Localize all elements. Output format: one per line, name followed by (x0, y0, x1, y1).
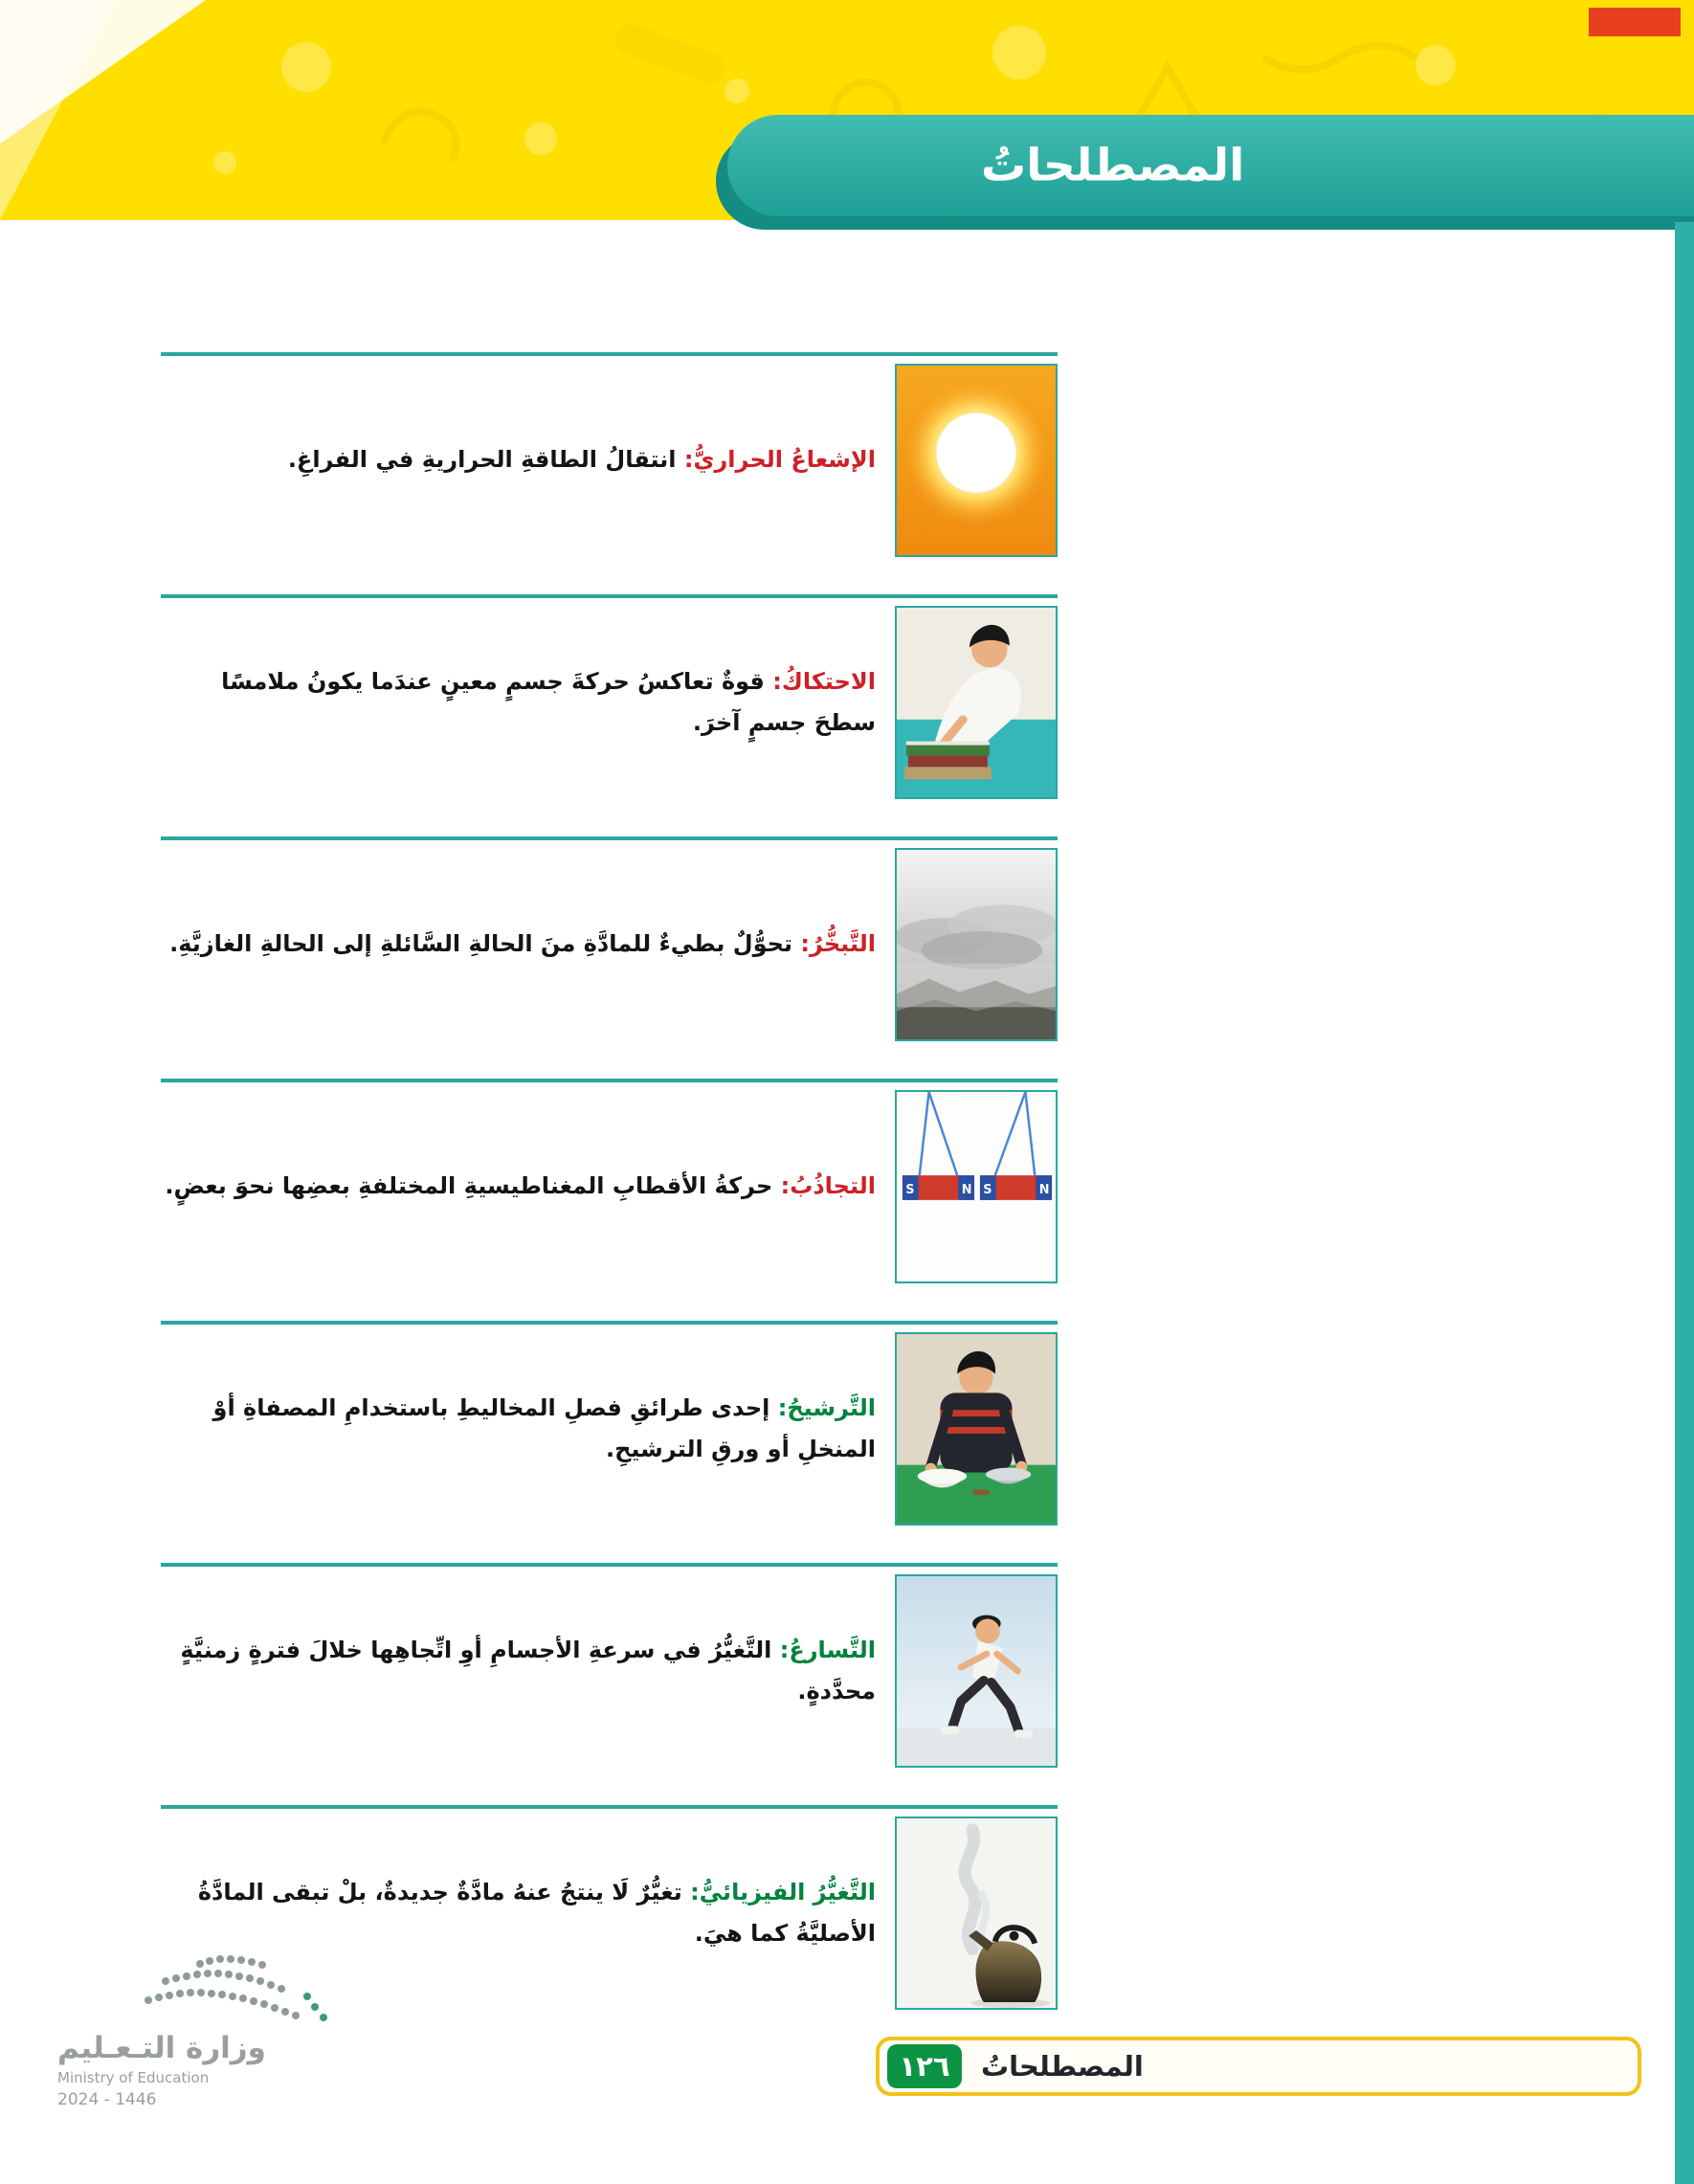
magnet-pole-label: N (961, 1182, 972, 1197)
page-number-badge (887, 2044, 962, 2088)
magnet-pole-label: S (983, 1182, 992, 1197)
glossary-entry (161, 594, 1058, 801)
term-label: التجاذُبُ: (780, 1172, 876, 1200)
term-label: التَّسارعُ: (779, 1636, 876, 1663)
page-number: ١٢٦ (899, 2050, 950, 2083)
term-definition: إحدى طرائقِ فصلِ المخاليطِ باستخدامِ المصفاةِ أوْ المنخلِ أو ورقِ الترشيحِ. (212, 1393, 876, 1462)
footer-section-label: المصطلحاتُ (981, 2050, 1144, 2083)
term-definition: تحوُّلٌ بطيءٌ للمادَّةِ منَ الحالةِ السَّائلةِ إلى الحالةِ الغازيَّةِ. (169, 930, 792, 958)
term-definition: حركةُ الأقطابِ المغناطيسيةِ المختلفةِ بعضِها نحوَ بعضٍ. (165, 1172, 773, 1200)
term-label: التَّرشيحُ: (777, 1393, 876, 1421)
entry-text (161, 1090, 876, 1283)
magnet-pole-label: N (1038, 1182, 1050, 1197)
acceleration-runner-image (895, 1574, 1058, 1768)
term-definition: انتقالُ الطاقةِ الحراريةِ في الفراغِ. (287, 446, 677, 474)
term-label: التَّبخُّرُ: (800, 930, 876, 958)
entry-text (161, 1574, 876, 1768)
ministry-name-english: Ministry of Education (57, 2069, 210, 2086)
friction-books-image (895, 606, 1058, 799)
glossary-entry (161, 1321, 1058, 1527)
magnet-pole-label: S (905, 1182, 915, 1197)
term-label: الإشعاعُ الحراريُّ: (683, 446, 876, 474)
corner-tab (1589, 8, 1681, 36)
ministry-years: 2024 - 1446 (57, 2090, 157, 2109)
page-edge-strip (1675, 222, 1694, 2184)
entry-text (161, 606, 876, 799)
term-definition: التَّغيُّرُ في سرعةِ الأجسامِ أوِ اتِّجاهِها خلالَ فترةٍ زمنيَّةٍ محدَّدةٍ. (180, 1636, 876, 1705)
term-definition: قوةٌ تعاكسُ حركةَ جسمٍ معينٍ عندَما يكونُ ملامسًا سطحَ جسمٍ آخرَ. (221, 667, 876, 736)
kettle-steam-image (895, 1816, 1058, 2010)
sun-image (895, 364, 1058, 557)
entry-text (161, 1332, 876, 1526)
attraction-magnets-image (895, 1090, 1058, 1283)
term-label: الاحتكاكُ: (772, 667, 876, 695)
ministry-logo-block (57, 1952, 364, 2109)
term-label: التَّغيُّرُ الفيزيائيُّ: (690, 1878, 876, 1905)
term-definition: تغيُّرٌ لَا ينتجُ عنهُ مادَّةٌ جديدةٌ، بلْ تبقى المادَّةُ الأصليَّةُ كما هيَ. (197, 1878, 876, 1947)
glossary-entry (161, 352, 1058, 559)
page-title: المصطلحاتُ (981, 139, 1245, 192)
ministry-logo-dots-icon (139, 1952, 340, 2027)
glossary-entry (161, 1563, 1058, 1770)
glossary-entry (161, 836, 1058, 1043)
filtration-image (895, 1332, 1058, 1526)
evaporation-fog-image (895, 848, 1058, 1041)
entry-text (161, 364, 876, 557)
title-banner (727, 115, 1694, 216)
entry-text (161, 848, 876, 1041)
ministry-name-arabic: وزارة التـعـليم (57, 2031, 266, 2065)
footer-bar (876, 2037, 1641, 2096)
glossary-entry (161, 1079, 1058, 1285)
